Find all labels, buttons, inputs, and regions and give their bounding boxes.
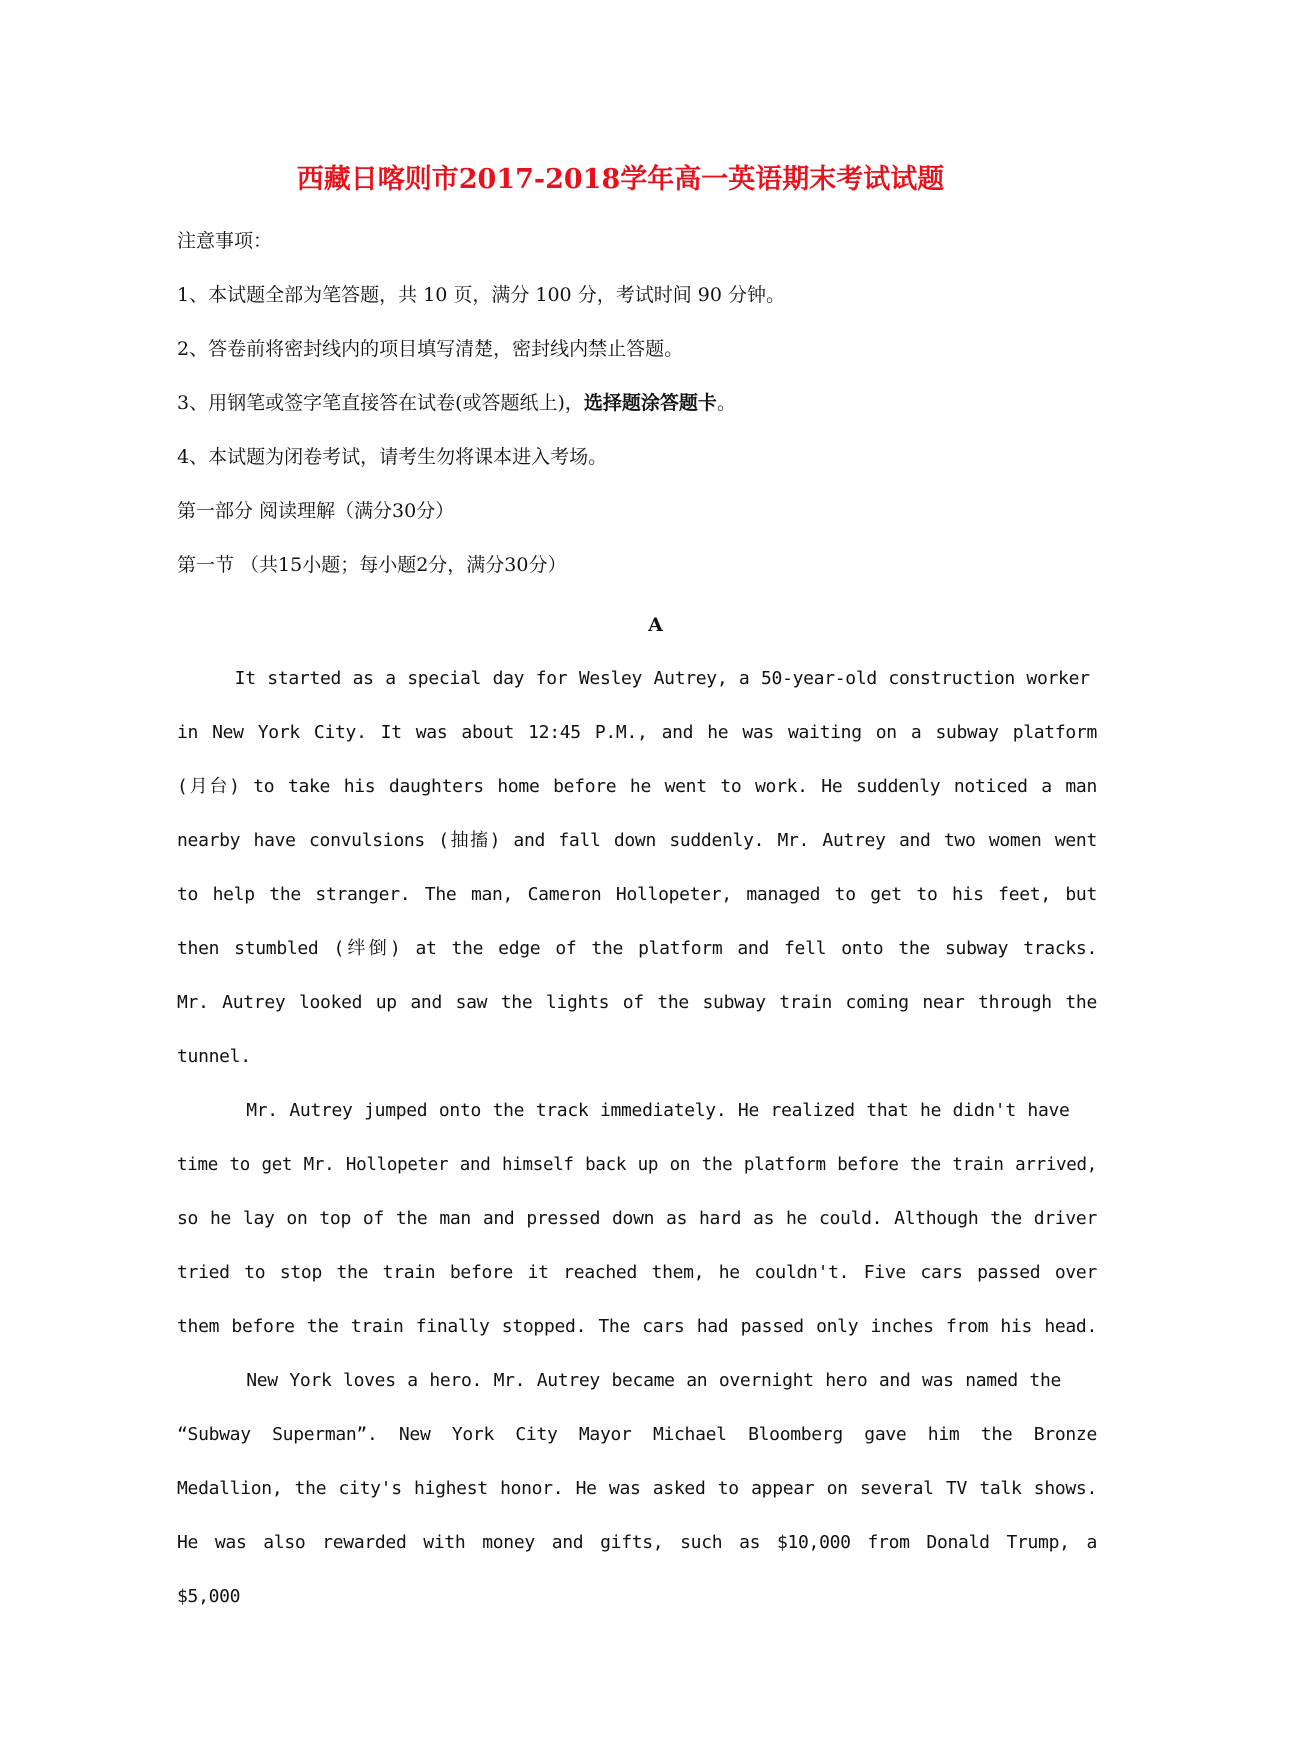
note-item-3-text: 3、用钢笔或签字笔直接答在试卷(或答题纸上)， (177, 392, 584, 414)
note-item-1: 1、本试题全部为笔答题，共 10 页，满分 100 分，考试时间 90 分钟。 (177, 284, 785, 306)
passage-line: New York loves a hero. Mr. Autrey became an overnight hero and was named the (177, 1370, 1062, 1391)
passage-line: nearby have convulsions (抽搐) and fall down suddenly. Mr. Autrey and two women went (177, 830, 1097, 851)
note-item-4: 4、本试题为闭卷考试，请考生勿将课本进入考场。 (177, 446, 608, 468)
note-item-3 (177, 376, 1097, 430)
note-item-3-bold: 选择题涂答题卡 (583, 392, 717, 414)
page-title: 西藏日喀则市2017-2018学年高一英语期末考试试题 (296, 164, 945, 195)
reading-passage (177, 652, 1097, 1607)
passage-line: so he lay on top of the man and pressed down as hard as he could. Although the driver (177, 1208, 1097, 1229)
passage-line: He was also rewarded with money and gifts, such as $10,000 from Donald Trump, a $5,000 (177, 1532, 1097, 1607)
passage-line: them before the train finally stopped. The cars had passed only inches from his head. (177, 1316, 1097, 1337)
section-part-heading: 第一部分 阅读理解（满分30分） (177, 500, 455, 522)
passage-line: then stumbled (绊倒) at the edge of the platform and fell onto the subway tracks. (177, 938, 1097, 959)
note-item-2: 2、答卷前将密封线内的项目填写清楚，密封线内禁止答题。 (177, 338, 684, 360)
passage-line: to help the stranger. The man, Cameron Hollopeter, managed to get to his feet, but (177, 884, 1097, 905)
passage-line: (月台) to take his daughters home before he went to work. He suddenly noticed a man (177, 776, 1097, 797)
section-subsection-heading: 第一节 （共15小题；每小题2分，满分30分） (177, 554, 567, 576)
passage-label: A (648, 614, 663, 636)
passage-line: time to get Mr. Hollopeter and himself back up on the platform before the train arrived, (177, 1155, 1097, 1175)
passage-line: Mr. Autrey jumped onto the track immediately. He realized that he didn't have (177, 1100, 1070, 1121)
passage-line: in New York City. It was about 12:45 P.M., and he was waiting on a subway platform (177, 722, 1097, 743)
note-item-3-end: 。 (716, 392, 736, 414)
passage-line: It started as a special day for Wesley Autrey, a 50-year-old construction worker (177, 668, 1090, 689)
passage-line: Medallion, the city's highest honor. He was asked to appear on several TV talk shows. (177, 1478, 1097, 1499)
exam-notes (177, 214, 1097, 592)
passage-line: “Subway Superman”. New York City Mayor Michael Bloomberg gave him the Bronze (177, 1424, 1097, 1445)
notes-heading: 注意事项： (177, 230, 273, 252)
passage-line: Mr. Autrey looked up and saw the lights of the subway train coming near through the (177, 992, 1097, 1013)
passage-line: tried to stop the train before it reached them, he couldn't. Five cars passed over (177, 1262, 1097, 1283)
passage-line: tunnel. (177, 1046, 251, 1067)
